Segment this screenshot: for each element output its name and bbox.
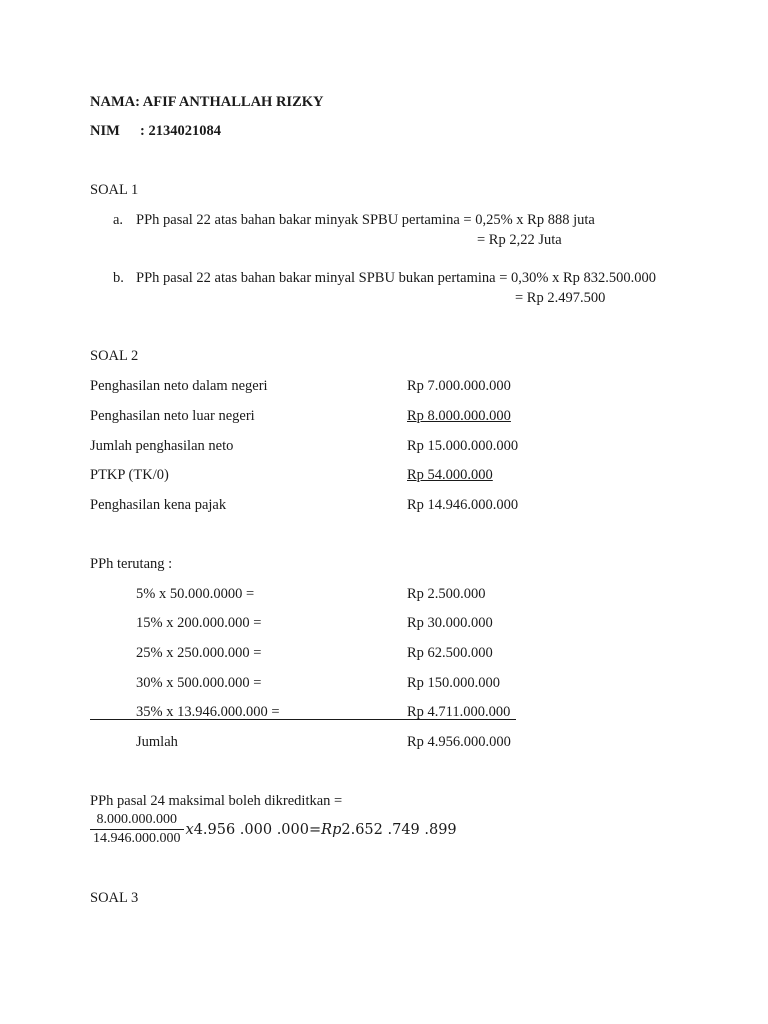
income-row-label: Penghasilan neto dalam negeri xyxy=(90,378,268,394)
income-row-value: Rp 8.000.000.000 xyxy=(407,408,511,424)
soal1-b-line1: PPh pasal 22 atas bahan bakar minyal SPBU bukan pertamina = 0,30% x Rp 832.500.000 xyxy=(136,270,657,286)
soal1-title: SOAL 1 xyxy=(90,182,139,198)
pph-row-label: 35% x 13.946.000.000 = xyxy=(136,704,280,720)
income-row-label: Penghasilan neto luar negeri xyxy=(90,408,255,424)
pph-row-label: 5% x 50.000.0000 = xyxy=(136,586,255,602)
nim-label: NIM xyxy=(90,123,120,139)
soal1-a-line2: = Rp 2,22 Juta xyxy=(477,232,562,248)
formula-result: 2.652 .749 .899 xyxy=(341,821,457,838)
income-row-label: PTKP (TK/0) xyxy=(90,467,169,483)
student-name: NAMA: AFIF ANTHALLAH RIZKY xyxy=(90,94,324,110)
pph-row-value: Rp 2.500.000 xyxy=(407,586,486,602)
equals-sign: = xyxy=(309,821,322,838)
pph-row-value: Rp 150.000.000 xyxy=(407,675,501,691)
pph-row-value: Rp 30.000.000 xyxy=(407,615,493,631)
pph-row-label: 15% x 200.000.000 = xyxy=(136,615,262,631)
nim-value: : 2134021084 xyxy=(140,123,221,139)
income-row-value: Rp 14.946.000.000 xyxy=(407,497,519,513)
income-row-value: Rp 54.000.000 xyxy=(407,467,493,483)
soal3-title: SOAL 3 xyxy=(90,890,139,906)
list-marker-a: a. xyxy=(113,212,124,228)
sum-divider xyxy=(90,719,516,720)
formula-total: 4.956 .000 .000 xyxy=(193,821,309,838)
soal2-title: SOAL 2 xyxy=(90,348,139,364)
pasal24-title: PPh pasal 24 maksimal boleh dikreditkan = xyxy=(90,793,343,809)
fraction-numerator: 8.000.000.000 xyxy=(96,812,177,827)
pph-row-value: Rp 4.711.000.000 xyxy=(407,704,511,720)
pph-row-value: Rp 62.500.000 xyxy=(407,645,493,661)
credit-formula xyxy=(90,811,457,848)
pph-terutang-title: PPh terutang : xyxy=(90,556,173,572)
currency-rp: Rp xyxy=(321,821,342,838)
pph-row-label: 25% x 250.000.000 = xyxy=(136,645,262,661)
total-label: Jumlah xyxy=(136,734,178,750)
list-marker-b: b. xyxy=(113,270,124,286)
soal1-a-line1: PPh pasal 22 atas bahan bakar minyak SPBU pertamina = 0,25% x Rp 888 juta xyxy=(136,212,595,228)
pph-row-label: 30% x 500.000.000 = xyxy=(136,675,262,691)
multiply-sign: x xyxy=(185,821,194,838)
fraction xyxy=(90,811,184,848)
income-row-value: Rp 7.000.000.000 xyxy=(407,378,511,394)
total-value: Rp 4.956.000.000 xyxy=(407,734,511,750)
income-row-label: Jumlah penghasilan neto xyxy=(90,438,234,454)
income-row-value: Rp 15.000.000.000 xyxy=(407,438,519,454)
fraction-denominator: 14.946.000.000 xyxy=(93,831,181,846)
soal1-b-line2: = Rp 2.497.500 xyxy=(515,290,606,306)
income-row-label: Penghasilan kena pajak xyxy=(90,497,227,513)
